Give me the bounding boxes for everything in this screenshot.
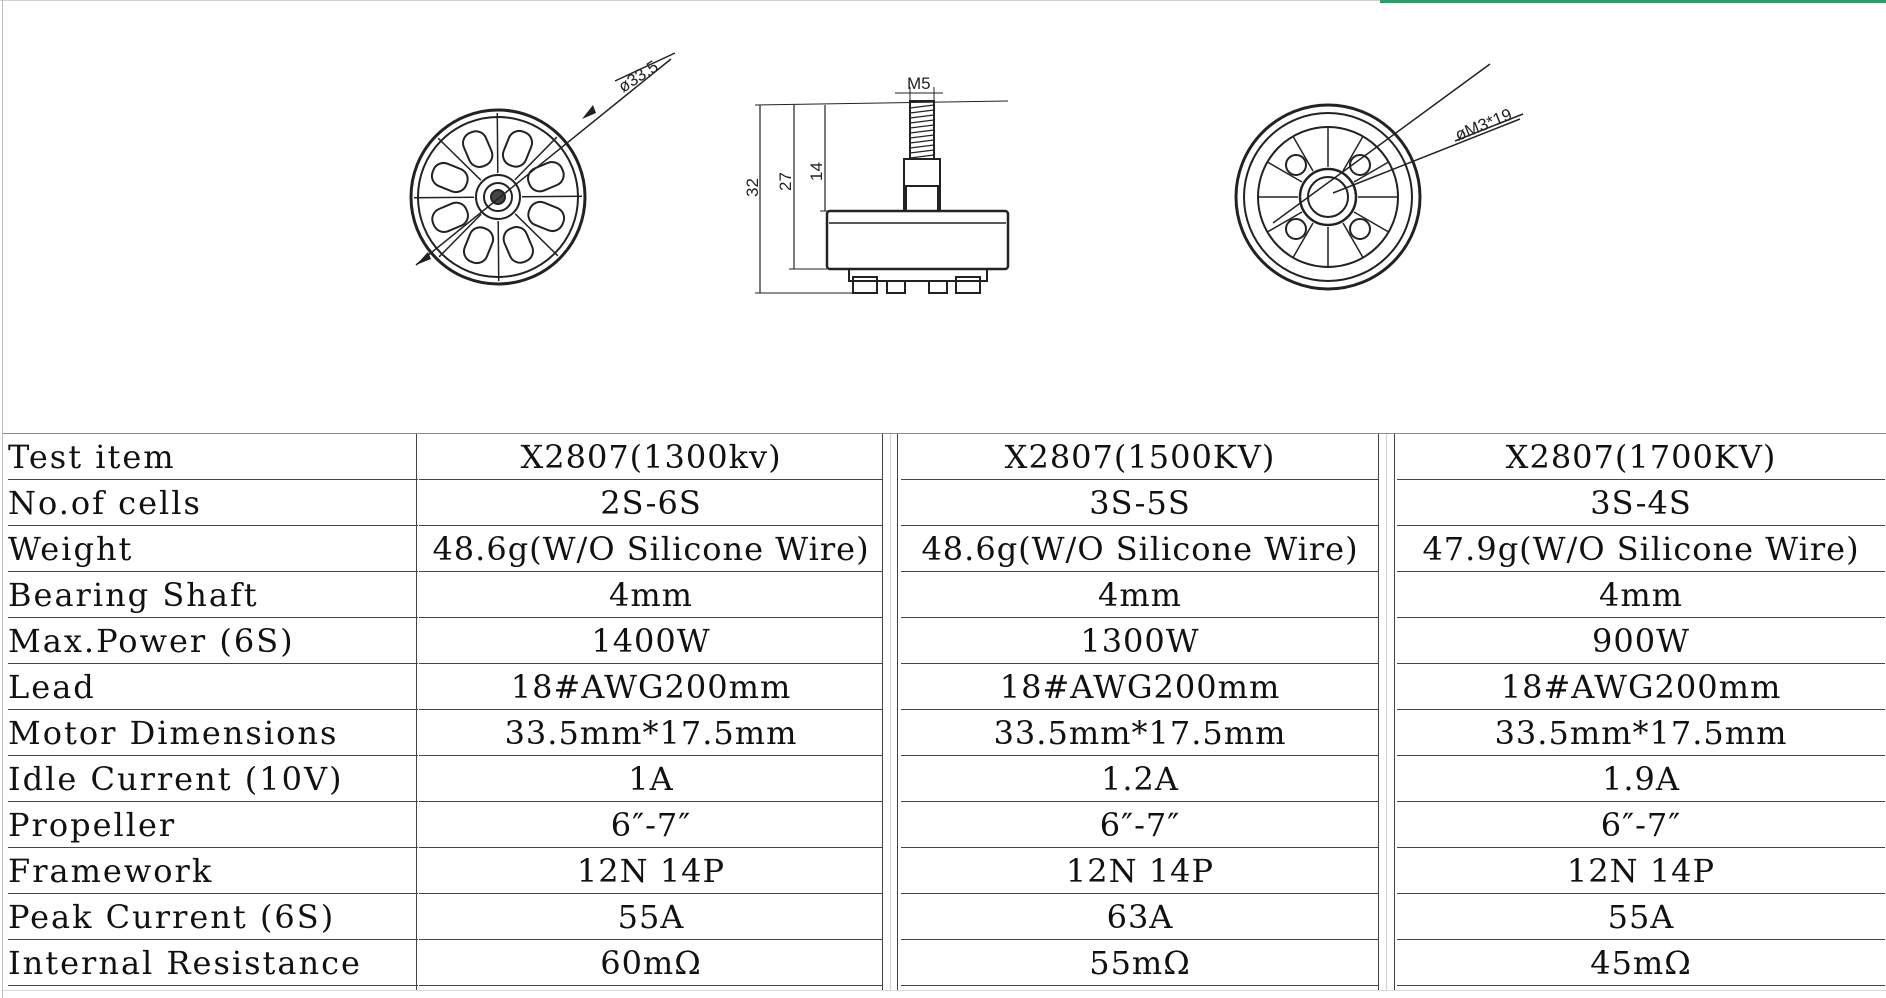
cell-1700kv: 55A xyxy=(1397,894,1885,940)
table-row xyxy=(3,756,1886,802)
table-row xyxy=(3,618,1886,664)
table-row xyxy=(3,572,1886,618)
cell-1500kv: 33.5mm*17.5mm xyxy=(901,710,1379,756)
cell-1500kv: 18#AWG200mm xyxy=(901,664,1379,710)
cell-1700kv: X2807(1700KV) xyxy=(1397,434,1885,480)
cell-1300kv: 1A xyxy=(419,756,883,802)
row-label: Internal Resistance xyxy=(8,940,418,986)
cell-1500kv: 1.2A xyxy=(901,756,1379,802)
cell-1500kv: 48.6g(W/O Silicone Wire) xyxy=(901,526,1379,572)
cell-1300kv: 55A xyxy=(419,894,883,940)
row-label: Test item xyxy=(8,434,418,480)
cell-1700kv: 4mm xyxy=(1397,572,1885,618)
cell-1500kv: 63A xyxy=(901,894,1379,940)
column-divider xyxy=(897,434,898,990)
column-divider xyxy=(882,434,883,990)
cell-1500kv: 4mm xyxy=(901,572,1379,618)
cell-1500kv: 12N 14P xyxy=(901,848,1379,894)
cell-1700kv: 1.9A xyxy=(1397,756,1885,802)
column-divider xyxy=(1378,434,1379,990)
cell-1700kv: 45mΩ xyxy=(1397,940,1885,986)
table-row xyxy=(3,710,1886,756)
table-row xyxy=(3,940,1886,986)
bottom-gridline xyxy=(3,990,1886,991)
column-divider xyxy=(416,434,417,990)
cell-1500kv: 3S-5S xyxy=(901,480,1379,526)
row-label: Lead xyxy=(8,664,418,710)
row-label: Max.Power (6S) xyxy=(8,618,418,664)
side-view-total-height: 32 xyxy=(743,178,762,197)
row-label: Peak Current (6S) xyxy=(8,894,418,940)
cell-1500kv: 1300W xyxy=(901,618,1379,664)
side-view-shaft-height: 14 xyxy=(807,162,826,181)
cell-1300kv: 6″-7″ xyxy=(419,802,883,848)
row-label: Weight xyxy=(8,526,418,572)
cell-1300kv: 33.5mm*17.5mm xyxy=(419,710,883,756)
table-row xyxy=(3,848,1886,894)
cell-1300kv: 60mΩ xyxy=(419,940,883,986)
cell-1300kv: X2807(1300kv) xyxy=(419,434,883,480)
table-row xyxy=(3,434,1886,480)
motor-drawings xyxy=(3,1,1886,433)
back-view-drawing xyxy=(1236,64,1523,289)
table-row xyxy=(3,480,1886,526)
column-divider xyxy=(890,434,891,990)
front-view-dimension: ø33.5 xyxy=(614,56,662,97)
back-view-dimension: øM3*19 xyxy=(1452,104,1515,145)
table-row xyxy=(3,664,1886,710)
table-row xyxy=(3,802,1886,848)
cell-1500kv: X2807(1500KV) xyxy=(901,434,1379,480)
cell-1300kv: 4mm xyxy=(419,572,883,618)
cell-1300kv: 48.6g(W/O Silicone Wire) xyxy=(419,526,883,572)
row-label: Propeller xyxy=(8,802,418,848)
side-view-shaft-dimension: M5 xyxy=(907,74,931,93)
table-row xyxy=(3,894,1886,940)
cell-1700kv: 12N 14P xyxy=(1397,848,1885,894)
table-row xyxy=(3,526,1886,572)
cell-1300kv: 1400W xyxy=(419,618,883,664)
cell-1300kv: 12N 14P xyxy=(419,848,883,894)
cell-1700kv: 33.5mm*17.5mm xyxy=(1397,710,1885,756)
cell-1700kv: 47.9g(W/O Silicone Wire) xyxy=(1397,526,1885,572)
row-label: Framework xyxy=(8,848,418,894)
technical-drawing-area xyxy=(3,1,1886,434)
row-label: Idle Current (10V) xyxy=(8,756,418,802)
column-divider xyxy=(1394,434,1395,990)
cell-1700kv: 6″-7″ xyxy=(1397,802,1885,848)
row-label: No.of cells xyxy=(8,480,418,526)
cell-1500kv: 55mΩ xyxy=(901,940,1379,986)
cell-1300kv: 2S-6S xyxy=(419,480,883,526)
row-label: Bearing Shaft xyxy=(8,572,418,618)
column-divider xyxy=(1386,434,1387,990)
cell-1700kv: 3S-4S xyxy=(1397,480,1885,526)
row-label: Motor Dimensions xyxy=(8,710,418,756)
cell-1700kv: 18#AWG200mm xyxy=(1397,664,1885,710)
cell-1500kv: 6″-7″ xyxy=(901,802,1379,848)
cell-1300kv: 18#AWG200mm xyxy=(419,664,883,710)
side-view-mid-height: 27 xyxy=(776,172,795,191)
cell-1700kv: 900W xyxy=(1397,618,1885,664)
